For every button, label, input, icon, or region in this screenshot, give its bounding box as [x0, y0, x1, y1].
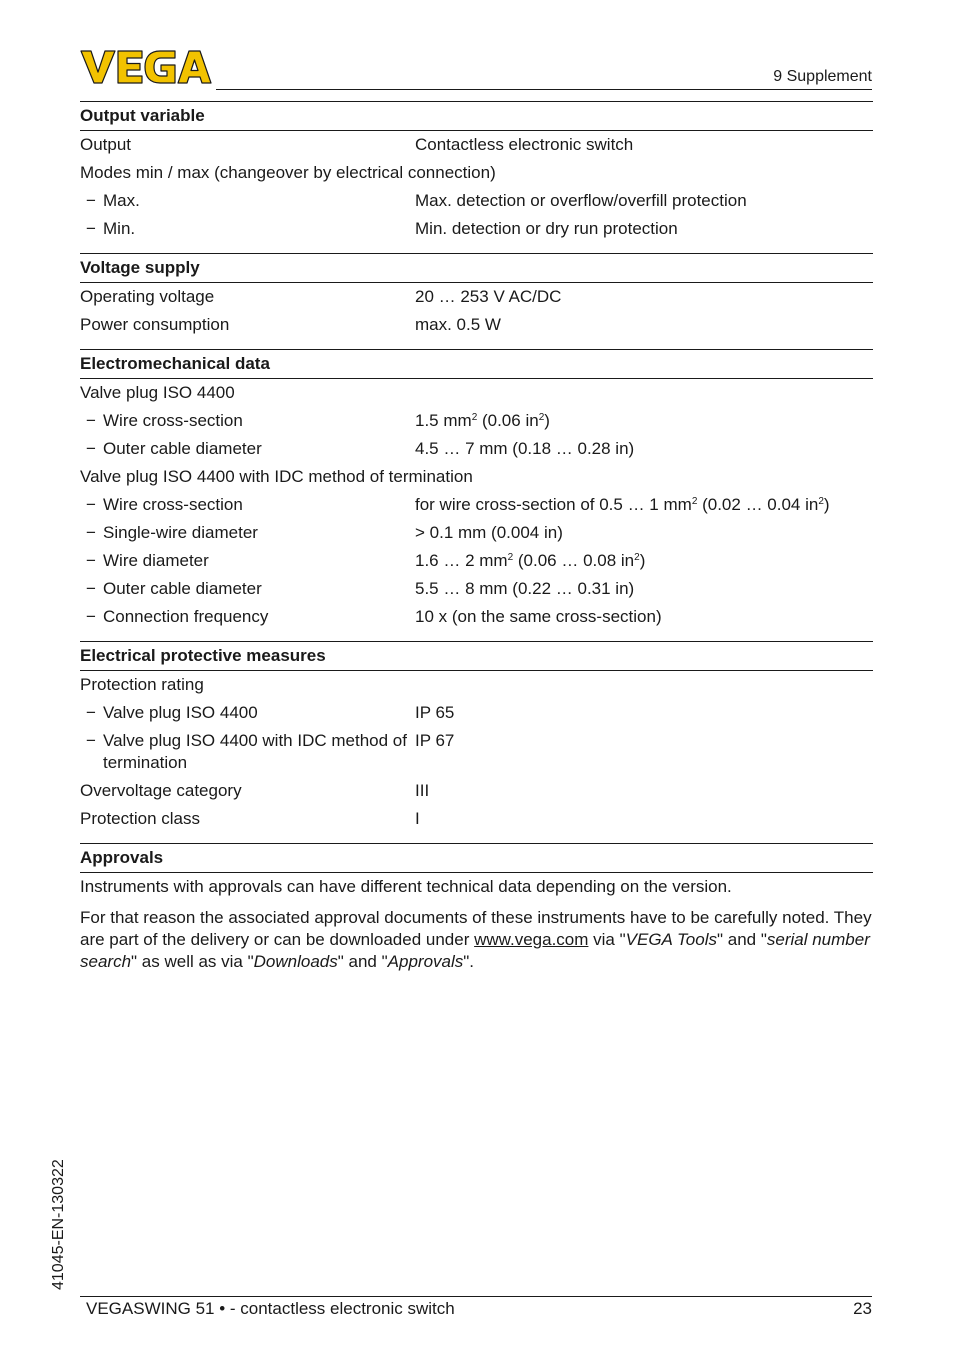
- spec-value: 10 x (on the same cross-section): [415, 607, 662, 626]
- spec-value: Min. detection or dry run protection: [415, 219, 678, 238]
- spec-label: Power consumption: [80, 315, 230, 334]
- spec-label: Operating voltage: [80, 287, 215, 306]
- spec-row: [80, 805, 873, 833]
- spec-row: [80, 777, 873, 805]
- chapter-title: 9 Supplement: [773, 68, 872, 85]
- spec-row: [80, 575, 873, 603]
- spec-value: IP 65: [415, 703, 455, 722]
- spec-row: [80, 311, 873, 339]
- spec-label: Single-wire diameter: [103, 523, 258, 542]
- spec-label: Min.: [103, 219, 136, 238]
- spec-label: Valve plug ISO 4400: [103, 703, 258, 722]
- spec-value: for wire cross-section of 0.5 … 1 $mm^2$ (0.02 … 0.04 $in^2$): [415, 495, 830, 514]
- dash: −: [86, 607, 96, 626]
- vega-logo: [80, 50, 212, 84]
- dash: −: [86, 579, 96, 598]
- spec-row: [80, 603, 873, 631]
- spec-value: III: [415, 781, 430, 800]
- spec-label: Wire diameter: [103, 551, 209, 570]
- spec-label: Max.: [103, 191, 140, 210]
- protective-measures-section: [80, 641, 873, 843]
- footer-product: VEGASWING 51 • - contactless electronic switch: [86, 1299, 455, 1318]
- dash: −: [86, 219, 96, 238]
- spec-row: [80, 131, 873, 159]
- spec-value: I: [415, 809, 420, 828]
- section-title: Approvals: [80, 844, 873, 873]
- output-variable-section: [80, 101, 873, 253]
- spec-label: Valve plug ISO 4400 with IDC method of termination: [103, 731, 407, 772]
- spec-value: 1.6 … 2 $mm^2$ (0.06 … 0.08 $in^2$): [415, 551, 646, 570]
- spec-group-label: Modes min / max (changeover by electrical connection): [80, 163, 496, 182]
- section-title: Voltage supply: [80, 254, 873, 283]
- dash: −: [86, 191, 96, 210]
- spec-label: Wire cross-section: [103, 495, 243, 514]
- electromechanical-section: [80, 349, 873, 641]
- spec-row: [80, 699, 873, 727]
- dash: −: [86, 551, 96, 570]
- dash: −: [86, 495, 96, 514]
- spec-group-label: Valve plug ISO 4400 with IDC method of termination: [80, 467, 473, 486]
- section-title: Electromechanical data: [80, 350, 873, 379]
- voltage-supply-section: [80, 253, 873, 349]
- document-id: 41045-EN-130322: [50, 1159, 67, 1290]
- spec-label: Wire cross-section: [103, 411, 243, 430]
- spec-label: Outer cable diameter: [103, 439, 262, 458]
- spec-value: > 0.1 mm (0.004 in): [415, 523, 563, 542]
- spec-label: Outer cable diameter: [103, 579, 262, 598]
- spec-value: 4.5 … 7 mm (0.18 … 0.28 in): [415, 439, 635, 458]
- dash: −: [86, 703, 96, 722]
- spec-value: 20 … 253 V AC/DC: [415, 287, 562, 306]
- spec-value: 5.5 … 8 mm (0.22 … 0.31 in): [415, 579, 635, 598]
- section-title: Output variable: [80, 102, 873, 131]
- spec-row: [80, 187, 873, 215]
- spec-row: [80, 407, 873, 435]
- spec-row: [80, 547, 873, 575]
- spec-row: [80, 491, 873, 519]
- spec-row: [80, 215, 873, 243]
- approvals-paragraph: For that reason the associated approval documents of these instruments have to be carefully noted. They are part of the delivery or can be downloaded under www.vega.com via "VEGA Tools" and "serial number search" as well as via "Downloads" and "Approvals".: [80, 908, 872, 971]
- approvals-section: [80, 843, 873, 976]
- spec-row: [80, 283, 873, 311]
- spec-label: Overvoltage category: [80, 781, 242, 800]
- spec-row: [80, 435, 873, 463]
- spec-value: IP 67: [415, 731, 455, 750]
- dash: −: [86, 731, 96, 750]
- spec-row: [80, 519, 873, 547]
- spec-label: Protection class: [80, 809, 200, 828]
- spec-label: Connection frequency: [103, 607, 269, 626]
- spec-value: max. 0.5 W: [415, 315, 501, 334]
- section-title: Electrical protective measures: [80, 642, 873, 671]
- spec-group-label: Valve plug ISO 4400: [80, 383, 235, 402]
- page-number: 23: [853, 1299, 872, 1318]
- footer-rule: [80, 1296, 872, 1297]
- spec-row: [80, 727, 873, 777]
- dash: −: [86, 439, 96, 458]
- spec-value: 1.5 $mm^2$ (0.06 $in^2$): [415, 411, 550, 430]
- spec-group-label: Protection rating: [80, 675, 204, 694]
- vega-website-link[interactable]: www.vega.com: [474, 930, 589, 949]
- spec-value: Max. detection or overflow/overfill protection: [415, 191, 747, 210]
- approvals-paragraph: Instruments with approvals can have different technical data depending on the version.: [80, 877, 732, 896]
- dash: −: [86, 523, 96, 542]
- spec-content: [80, 101, 873, 976]
- spec-value: Contactless electronic switch: [415, 135, 634, 154]
- dash: −: [86, 411, 96, 430]
- spec-label: Output: [80, 135, 132, 154]
- header-rule: [216, 89, 872, 90]
